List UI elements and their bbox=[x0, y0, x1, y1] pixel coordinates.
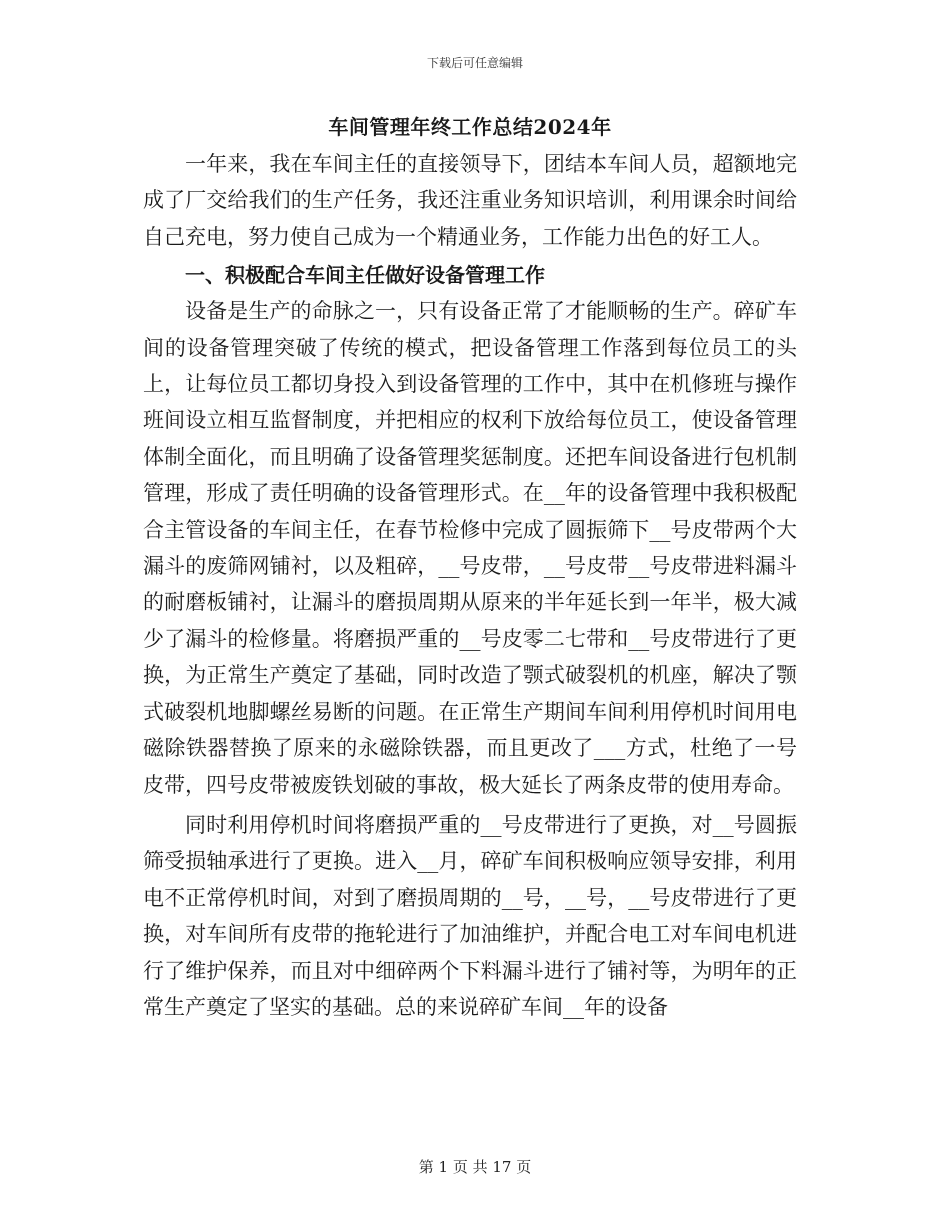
document-title: 车间管理年终工作总结2024年 bbox=[328, 115, 612, 139]
document-body bbox=[143, 108, 797, 1025]
intro-paragraph: 一年来，我在车间主任的直接领导下，团结本车间人员，超额地完成了厂交给我们的生产任务，我还注重业务知识培训，利用课余时间给自己充电，努力使自己成为一个精通业务，工作能力出色的好工人。 bbox=[143, 152, 797, 249]
header-note: 下载后可任意编辑 bbox=[426, 56, 523, 70]
section-heading-1: 一、积极配合车间主任做好设备管理工作 bbox=[185, 263, 545, 288]
section-1-paragraph-1: 设备是生产的命脉之一，只有设备正常了才能顺畅的生产。碎矿车间的设备管理突破了传统的模式，把设备管理工作落到每位员工的头上，让每位员工都切身投入到设备管理的工作中，其中在机修班与操作班间设立相互监督制度，并把相应的权利下放给每位员工，使设备管理体制全面化，而且明确了设备管理奖惩制度。还把车间设备进行包机制管理，形成了责任明确的设备管理形式。在__年的设备管理中我积极配合主管设备的车间主任，在春节检修中完成了圆振筛下__号皮带两个大漏斗的废筛网铺衬，以及粗碎，__号皮带，__号皮带__号皮带进料漏斗的耐磨板铺衬，让漏斗的磨损周期从原来的半年延长到一年半，极大减少了漏斗的检修量。将磨损严重的__号皮零二七带和__号皮带进行了更换，为正常生产奠定了基础，同时改造了颚式破裂机的机座，解决了颚式破裂机地脚螺丝易断的问题。在正常生产期间车间利用停机时间用电磁除铁器替换了原来的永磁除铁器，而且更改了___方式，杜绝了一号皮带，四号皮带被废铁划破的事故，极大延长了两条皮带的使用寿命。 bbox=[143, 299, 797, 797]
page-footer: 第 1 页 共 17 页 bbox=[418, 1158, 532, 1176]
section-1-paragraph-2: 同时利用停机时间将磨损严重的__号皮带进行了更换，对__号圆振筛受损轴承进行了更换。进入__月，碎矿车间积极响应领导安排，利用电不正常停机时间，对到了磨损周期的__号，__号，__号皮带进行了更换，对车间所有皮带的拖轮进行了加油维护，并配合电工对车间电机进行了维护保养，而且对中细碎两个下料漏斗进行了铺衬等，为明年的正常生产奠定了坚实的基础。总的来说碎矿车间__年的设备 bbox=[143, 812, 797, 1019]
